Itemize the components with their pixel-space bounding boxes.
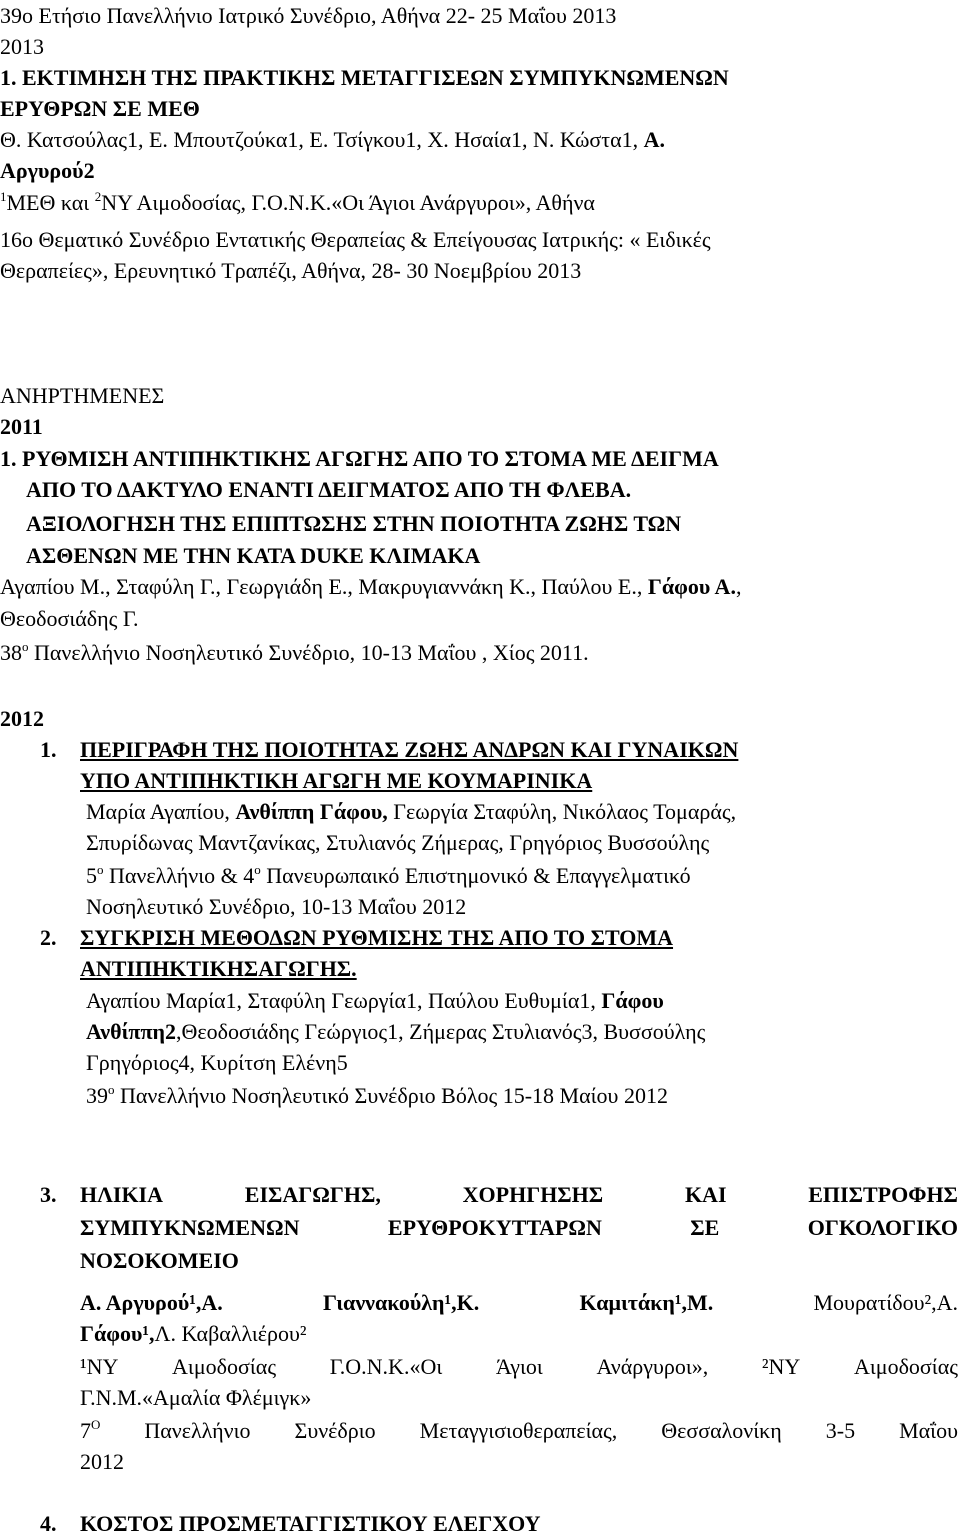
superscript: ο [108,1082,115,1097]
poster4-authors-line2 [80,1318,307,1349]
affiliation-word: Ανάργυροι», [596,1354,709,1379]
poster4-title-line3: ΝΟΣΟΚΟΜΕΙΟ [80,1248,239,1273]
authors-text: , [735,574,742,599]
poster4-affiliation-line2: Γ.Ν.Μ.«Αμαλία Φλέμιγκ» [80,1385,312,1410]
affiliation-word: Γ.Ο.Ν.Κ.«Οι [329,1354,443,1379]
year-heading-2012: 2012 [0,706,44,731]
title-word: ΣΕ [690,1215,720,1240]
poster2-title-line1: ΠΕΡΙΓΡΑΦΗ ΤΗΣ ΠΟΙΟΤΗΤΑΣ ΖΩΗΣ ΑΝΔΡΩΝ ΚΑΙ ΓΥΝΑΙΚΩΝ [80,737,739,762]
authors-text: Αγαπίου Μαρία1, Σταφύλη Γεωργία1, Παύλου Ευθυμία1, [86,988,602,1013]
item1-title-line1: 1. ΕΚΤΙΜΗΣΗ ΤΗΣ ΠΡΑΚΤΙΚΗΣ ΜΕΤΑΓΓΙΣΕΩΝ ΣΥΜΠΥΚΝΩΜΕΝΩΝ [0,65,729,90]
item-number: 1. [40,737,57,762]
author-name: Γιαννακούλη¹,Κ. [322,1290,480,1315]
authors-bold: Γάφου Α. [647,574,736,599]
conference-number: 7 [80,1418,91,1443]
authors-text: Μαρία Αγαπίου, [86,799,236,824]
conference-word [80,1415,100,1446]
superscript: ο [97,862,104,877]
title-word: ΕΙΣΑΓΩΓΗΣ, [244,1182,381,1207]
title-word: ΣΥΜΠΥΚΝΩΜΕΝΩΝ [80,1215,300,1240]
title-word: ΟΓΚΟΛΟΓΙΚΟ [807,1215,958,1240]
authors-bold: Γάφου¹, [80,1321,155,1346]
item-number: 4. [40,1511,57,1536]
title-word: ΚΑΙ [684,1182,727,1207]
item1-authors-line1 [0,124,665,155]
author-name: Μουρατίδου²,Α. [813,1290,958,1315]
conference-text: Πανευρωπαικό Επιστημονικό & Επαγγελματικό [260,863,691,888]
conference-text: 5 [86,863,97,888]
title-word: ΧΟΡΗΓΗΣΗΣ [462,1182,604,1207]
authors-bold: Ανθίππη Γάφου, [235,799,388,824]
poster3-title-line1: ΣΥΓΚΡΙΣΗ ΜΕΘΟΔΩΝ ΡΥΘΜΙΣΗΣ ΤΗΣ ΑΠΟ ΤΟ ΣΤΟΜΑ [80,925,674,950]
item1-authors-line2: Αργυρού2 [0,158,95,183]
poster2-title-line2: ΥΠΟ ΑΝΤΙΠΗΚΤΙΚΗ ΑΓΩΓΗ ΜΕ ΚΟΥΜΑΡΙΝΙΚΑ [80,768,593,793]
superscript: Ο [91,1417,101,1432]
superscript: 2 [94,189,102,204]
superscript: ο [254,862,261,877]
poster4-title-line1 [80,1179,958,1210]
poster3-conference [86,1080,668,1111]
item1-conference-line2: Θεραπείες», Ερευνητικό Τραπέζι, Αθήνα, 28- 30 Νοεμβρίου 2013 [0,258,582,283]
poster4-conference-line1 [80,1415,958,1446]
superscript: 1 [0,189,7,204]
affiliation-word: Αιμοδοσίας [853,1354,958,1379]
item1-affiliation [0,187,595,218]
poster3-authors-line1 [86,985,664,1016]
affiliation-word: ²ΝΥ [761,1354,801,1379]
poster3-authors-line2 [86,1016,705,1047]
authors-text: Λ. Καβαλλιέρου² [154,1321,307,1346]
poster1-title-line2: ΑΠΟ ΤΟ ΔΑΚΤΥΛΟ ΕΝΑΝΤΙ ΔΕΙΓΜΑΤΟΣ ΑΠΟ ΤΗ ΦΛΕΒΑ. [26,477,632,502]
authors-text: Θ. Κατσούλας1, Ε. Μπουτζούκα1, Ε. Τσίγκου1, Χ. Ησαία1, Ν. Κώστα1, [0,127,644,152]
poster2-authors-line2: Σπυρίδωνας Μαντζανίκας, Στυλιανός Ζήμερας, Γρηγόριος Βυσσούλης [86,830,710,855]
conference-text: Πανελλήνιο Νοσηλευτικό Συνέδριο, 10-13 Μαΐου , Χίος 2011. [28,640,589,665]
section-heading-posters: ΑΝΗΡΤΗΜΕΝΕΣ [0,383,165,408]
conference-text: Πανελλήνιο & 4 [103,863,255,888]
conference-word: 3-5 [825,1418,856,1443]
item-number: 3. [40,1182,57,1207]
poster1-title-line1: 1. ΡΥΘΜΙΣΗ ΑΝΤΙΠΗΚΤΙΚΗΣ ΑΓΩΓΗΣ ΑΠΟ ΤΟ ΣΤΟΜΑ ΜΕ ΔΕΙΓΜΑ [0,446,719,471]
affiliation-word: Αιμοδοσίας [172,1354,277,1379]
author-name: Καμιτάκη¹,Μ. [579,1290,714,1315]
poster5-title: ΚΟΣΤΟΣ ΠΡΟΣΜΕΤΑΓΓΙΣΤΙΚΟΥ ΕΛΕΓΧΟΥ [80,1511,541,1536]
title-word: ΕΠΙΣΤΡΟΦΗΣ [808,1182,958,1207]
authors-text: Αγαπίου Μ., Σταφύλη Γ., Γεωργιάδη Ε., Μακρυγιαννάκη Κ., Παύλου Ε., [0,574,648,599]
title-word: ΗΛΙΚΙΑ [80,1182,164,1207]
affiliation-word: Άγιοι [495,1354,543,1379]
poster4-authors-line1 [80,1287,958,1318]
year-line: 2013 [0,34,44,59]
conference-word: Μεταγγισιοθεραπείας, [419,1418,618,1443]
conference-line: 39ο Ετήσιο Πανελλήνιο Ιατρικό Συνέδριο, Αθήνα 22- 25 Μαΐου 2013 [0,3,617,28]
conference-word: Συνέδριο [294,1418,376,1443]
conference-text: 38 [0,640,22,665]
authors-bold: Ανθίππη2 [86,1019,176,1044]
year-heading-2011: 2011 [0,414,43,439]
poster1-authors-line1 [0,571,741,602]
conference-text: Πανελλήνιο Νοσηλευτικό Συνέδριο Βόλος 15-18 Μαίου 2012 [114,1083,668,1108]
item1-conference-line1: 16ο Θεματικό Συνέδριο Εντατικής Θεραπείας & Επείγουσας Ιατρικής: « Ειδικές [0,227,711,252]
conference-word: Θεσσαλονίκη [661,1418,782,1443]
authors-text: ,Θεοδοσιάδης Γεώργιος1, Ζήμερας Στυλιανός3, Βυσσούλης [176,1019,706,1044]
poster2-authors-line1 [86,796,736,827]
poster3-authors-line3: Γρηγόριος4, Κυρίτση Ελένη5 [86,1050,348,1075]
poster1-authors-line2: Θεοδοσιάδης Γ. [0,606,139,631]
affiliation-text: ΜΕΘ και [6,190,95,215]
affiliation-word: ¹ΝΥ [80,1354,119,1379]
authors-text: Γεωργία Σταφύλη, Νικόλαος Τομαράς, [387,799,737,824]
author-name: Α. Αργυρού¹,Α. [80,1290,223,1315]
poster3-title-line2: ΑΝΤΙΠΗΚΤΙΚΗΣΑΓΩΓΗΣ. [80,956,357,981]
affiliation-text: ΝΥ Αιμοδοσίας, Γ.Ο.Ν.Κ.«Οι Άγιοι Ανάργυροι», Αθήνα [101,190,595,215]
conference-word: Μαΐου [899,1418,958,1443]
item-number: 2. [40,925,57,950]
authors-bold: Γάφου [601,988,664,1013]
item1-title-line2: ΕΡΥΘΡΩΝ ΣΕ ΜΕΘ [0,96,200,121]
superscript: ο [22,639,29,654]
poster1-conference [0,637,589,668]
poster2-conference-line2: Νοσηλευτικό Συνέδριο, 10-13 Μαΐου 2012 [86,894,467,919]
poster1-title-line4: ΑΣΘΕΝΩΝ ΜΕ ΤΗΝ ΚΑΤΑ DUKE ΚΛΙΜΑΚΑ [26,543,481,568]
conference-text: 39 [86,1083,108,1108]
poster1-title-line3: ΑΞΙΟΛΟΓΗΣΗ ΤΗΣ ΕΠΙΠΤΩΣΗΣ ΣΤΗΝ ΠΟΙΟΤΗΤΑ ΖΩΗΣ ΤΩΝ [26,511,682,536]
conference-word: Πανελλήνιο [144,1418,251,1443]
poster2-conference-line1 [86,860,691,891]
poster4-title-line2 [80,1212,958,1243]
title-word: ΕΡΥΘΡΟΚΥΤΤΑΡΩΝ [387,1215,602,1240]
authors-bold: Α. [643,127,666,152]
poster4-conference-line2: 2012 [80,1449,124,1474]
poster4-affiliation-line1 [80,1351,958,1382]
